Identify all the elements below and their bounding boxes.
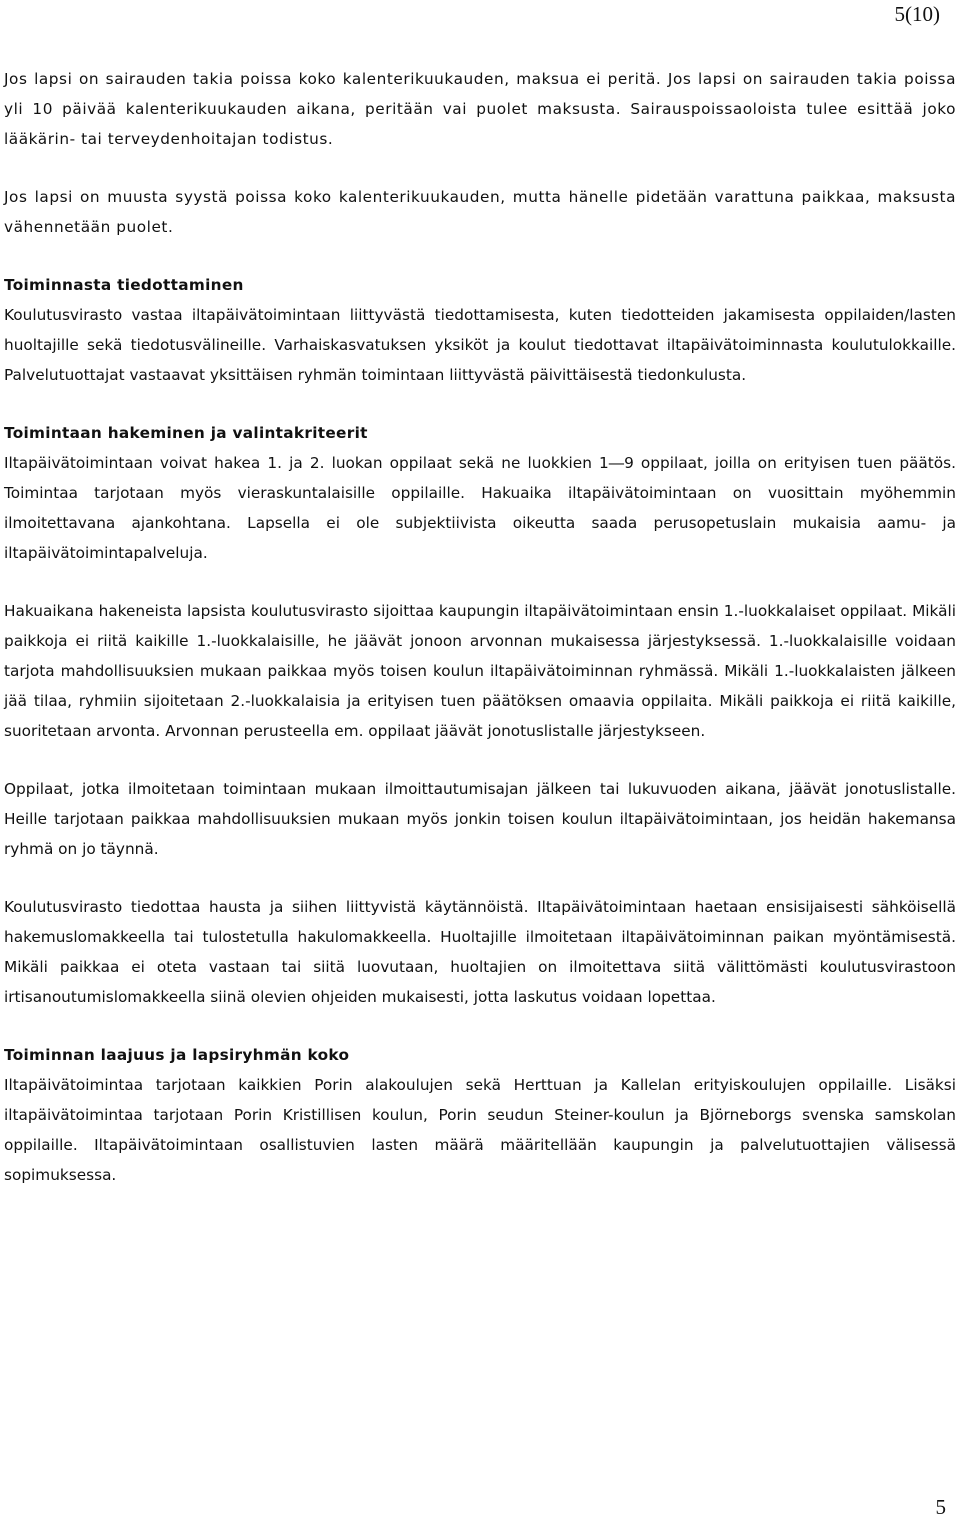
document-body: [4, 64, 956, 1190]
paragraph-sick-leave: Jos lapsi on sairauden takia poissa koko kalenterikuukauden, maksua ei peritä. Jos lapsi on sairauden takia poissa yli 10 päivää kalenterikuukauden aikana, peritään vai puolet maksusta. Sairauspoissaoloista tulee esittää joko lääkärin- tai terveydenhoitajan todistus.: [4, 70, 956, 148]
paragraph-queue: Oppilaat, jotka ilmoitetaan toimintaan mukaan ilmoittautumisajan jälkeen tai lukuvuoden aikana, jäävät jonotuslistalle. Heille tarjotaan paikkaa mahdollisuuksien mukaan myös jonkin toisen koulun iltapäivätoimintaan, jos heidän hakemansa ryhmä on jo täynnä.: [4, 780, 956, 858]
footer-page-number: 5: [935, 1495, 946, 1519]
paragraph-other-absence: Jos lapsi on muusta syystä poissa koko kalenterikuukauden, mutta hänelle pidetään varattuna paikkaa, maksusta vähennetään puolet.: [4, 188, 956, 236]
heading-communication: Toiminnasta tiedottaminen: [4, 276, 244, 294]
heading-scope: Toiminnan laajuus ja lapsiryhmän koko: [4, 1046, 350, 1064]
paragraph-communication: Koulutusvirasto vastaa iltapäivätoimintaan liittyvästä tiedottamisesta, kuten tiedotteiden jakamisesta oppilaiden/lasten huoltajille sekä tiedotusvälineille. Varhaiskasvatuksen yksiköt ja koulut tiedottavat iltapäivätoiminnasta koulutulokkaille. Palvelutuottajat vastaavat yksittäisen ryhmän toimintaan liittyvästä päivittäisestä tiedonkulusta.: [4, 306, 956, 384]
header-page-number: 5(10): [894, 2, 940, 26]
paragraph-notification: Koulutusvirasto tiedottaa hausta ja siihen liittyvistä käytännöistä. Iltapäivätoimintaan haetaan ensisijaisesti sähköisellä hakemuslomakkeella tai tulostetulla hakulomakkeella. Huoltajille ilmoitetaan iltapäivätoiminnan paikan myöntämisestä. Mikäli paikkaa ei oteta vastaan tai siitä luovutaan, huoltajien on ilmoitettava siitä välittömästi koulutusvirastoon irtisanoutumislomakkeella siinä olevien ohjeiden mukaisesti, jotta laskutus voidaan lopettaa.: [4, 898, 956, 1006]
heading-application: Toimintaan hakeminen ja valintakriteerit: [4, 424, 368, 442]
paragraph-placement: Hakuaikana hakeneista lapsista koulutusvirasto sijoittaa kaupungin iltapäivätoimintaan ensin 1.-luokkalaiset oppilaat. Mikäli paikkoja ei riitä kaikille 1.-luokkalaisille, he jäävät jonoon arvonnan mukaisessa järjestyksessä. 1.-luokkalaisille voidaan tarjota mahdollisuuksien mukaan paikkaa myös toisen koulun iltapäivätoiminnan ryhmässä. Mikäli 1.-luokkalaisten jälkeen jää tilaa, ryhmiin sijoitetaan 2.-luokkalaisia ja erityisen tuen päätöksen omaavia oppilaita. Mikäli paikkoja ei riitä kaikille, suoritetaan arvonta. Arvonnan perusteella em. oppilaat jäävät jonotuslistalle järjestykseen.: [4, 602, 956, 740]
paragraph-scope: Iltapäivätoimintaa tarjotaan kaikkien Porin alakoulujen sekä Herttuan ja Kallelan erityiskoulujen oppilaille. Lisäksi iltapäivätoimintaa tarjotaan Porin Kristillisen koulun, Porin seudun Steiner-koulun ja Björneborgs svenska samskolan oppilaille. Iltapäivätoimintaan osallistuvien lasten määrä määritellään kaupungin ja palvelutuottajien välisessä sopimuksessa.: [4, 1076, 956, 1184]
paragraph-application: Iltapäivätoimintaan voivat hakea 1. ja 2. luokan oppilaat sekä ne luokkien 1―9 oppilaat, joilla on erityisen tuen päätös. Toimintaa tarjotaan myös vieraskuntalaisille oppilaille. Hakuaika iltapäivätoimintaan on vuosittain myöhemmin ilmoitettavana ajankohtana. Lapsella ei ole subjektiivista oikeutta saada perusopetuslain mukaisia aamu- ja iltapäivätoimintapalveluja.: [4, 454, 956, 562]
